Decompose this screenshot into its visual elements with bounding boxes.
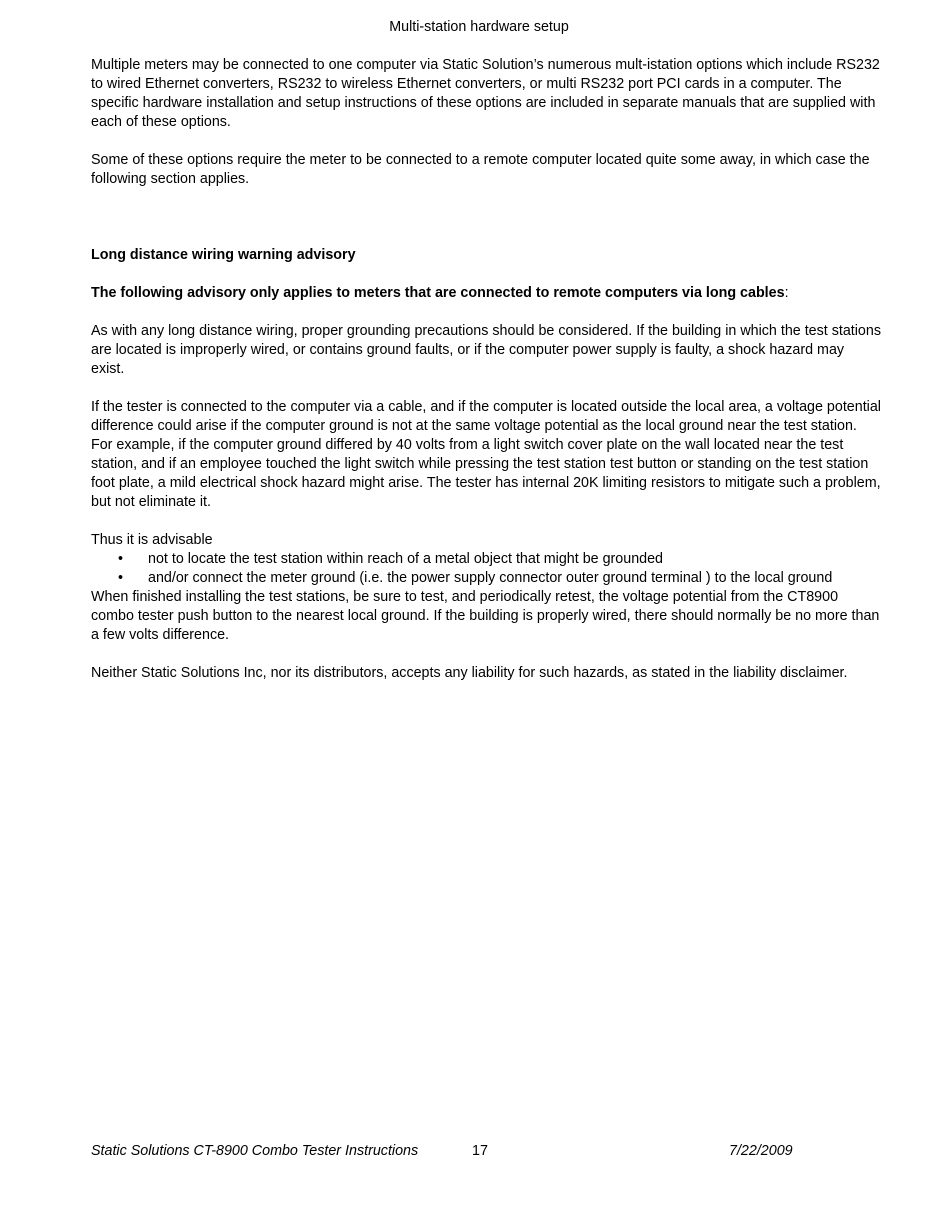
page-body [91, 56, 881, 683]
list-item [91, 550, 881, 569]
bullet-icon: • [118, 570, 124, 586]
advisable-list [91, 550, 881, 588]
page-footer [91, 1142, 891, 1161]
section-heading: Long distance wiring warning advisory [91, 247, 356, 263]
retest-paragraph: When finished installing the test stations, be sure to test, and periodically retest, the voltage potential from the CT8900 combo tester push button to the nearest local ground. If the building is properly wired, there should normally be no more than a few volts difference. [91, 589, 880, 643]
list-item [91, 569, 881, 588]
bullet-icon: • [118, 551, 124, 567]
remote-options-paragraph: Some of these options require the meter to be connected to a remote computer located quite some away, in which case the following section applies. [91, 152, 870, 187]
intro-paragraph: Multiple meters may be connected to one computer via Static Solution’s numerous mult-istation options which include RS232 to wired Ethernet converters, RS232 to wireless Ethernet converters, or multi RS232 port PCI cards in a computer. The specific hardware installation and setup instructions of these options are included in separate manuals that are supplied with each of these options. [91, 57, 880, 130]
list-item-text: not to locate the test station within reach of a metal object that might be grounded [148, 551, 664, 567]
advisory-lead-colon: : [784, 285, 789, 301]
advisory-lead [91, 284, 881, 303]
grounding-paragraph: As with any long distance wiring, proper grounding precautions should be considered. If the building in which the test stations are located is improperly wired, or contains ground faults, or if the computer power supply is faulty, a shock hazard may exist. [91, 323, 881, 377]
advisable-intro: Thus it is advisable [91, 532, 213, 548]
advisory-lead-text: The following advisory only applies to meters that are connected to remote computers via long cables [91, 285, 785, 301]
list-item-text: and/or connect the meter ground (i.e. the power supply connector outer ground terminal ) to the local ground [148, 570, 833, 586]
page-header: Multi-station hardware setup [389, 19, 569, 35]
footer-doc-title: Static Solutions CT-8900 Combo Tester Instructions [91, 1143, 419, 1159]
footer-date: 7/22/2009 [729, 1143, 793, 1159]
page-number: 17 [472, 1143, 488, 1159]
liability-paragraph: Neither Static Solutions Inc, nor its distributors, accepts any liability for such hazards, as stated in the liability disclaimer. [91, 665, 848, 681]
voltage-difference-paragraph: If the tester is connected to the computer via a cable, and if the computer is located outside the local area, a voltage potential difference could arise if the computer ground is not at the same voltage potential as the local ground near the test station. For example, if the computer ground differed by 40 volts from a light switch cover plate on the wall located near the test station, and if an employee touched the light switch while pressing the test station test button or standing on the test station foot plate, a mild electrical shock hazard might arise. The tester has internal 20K limiting resistors to mitigate such a problem, but not eliminate it. [91, 399, 881, 510]
